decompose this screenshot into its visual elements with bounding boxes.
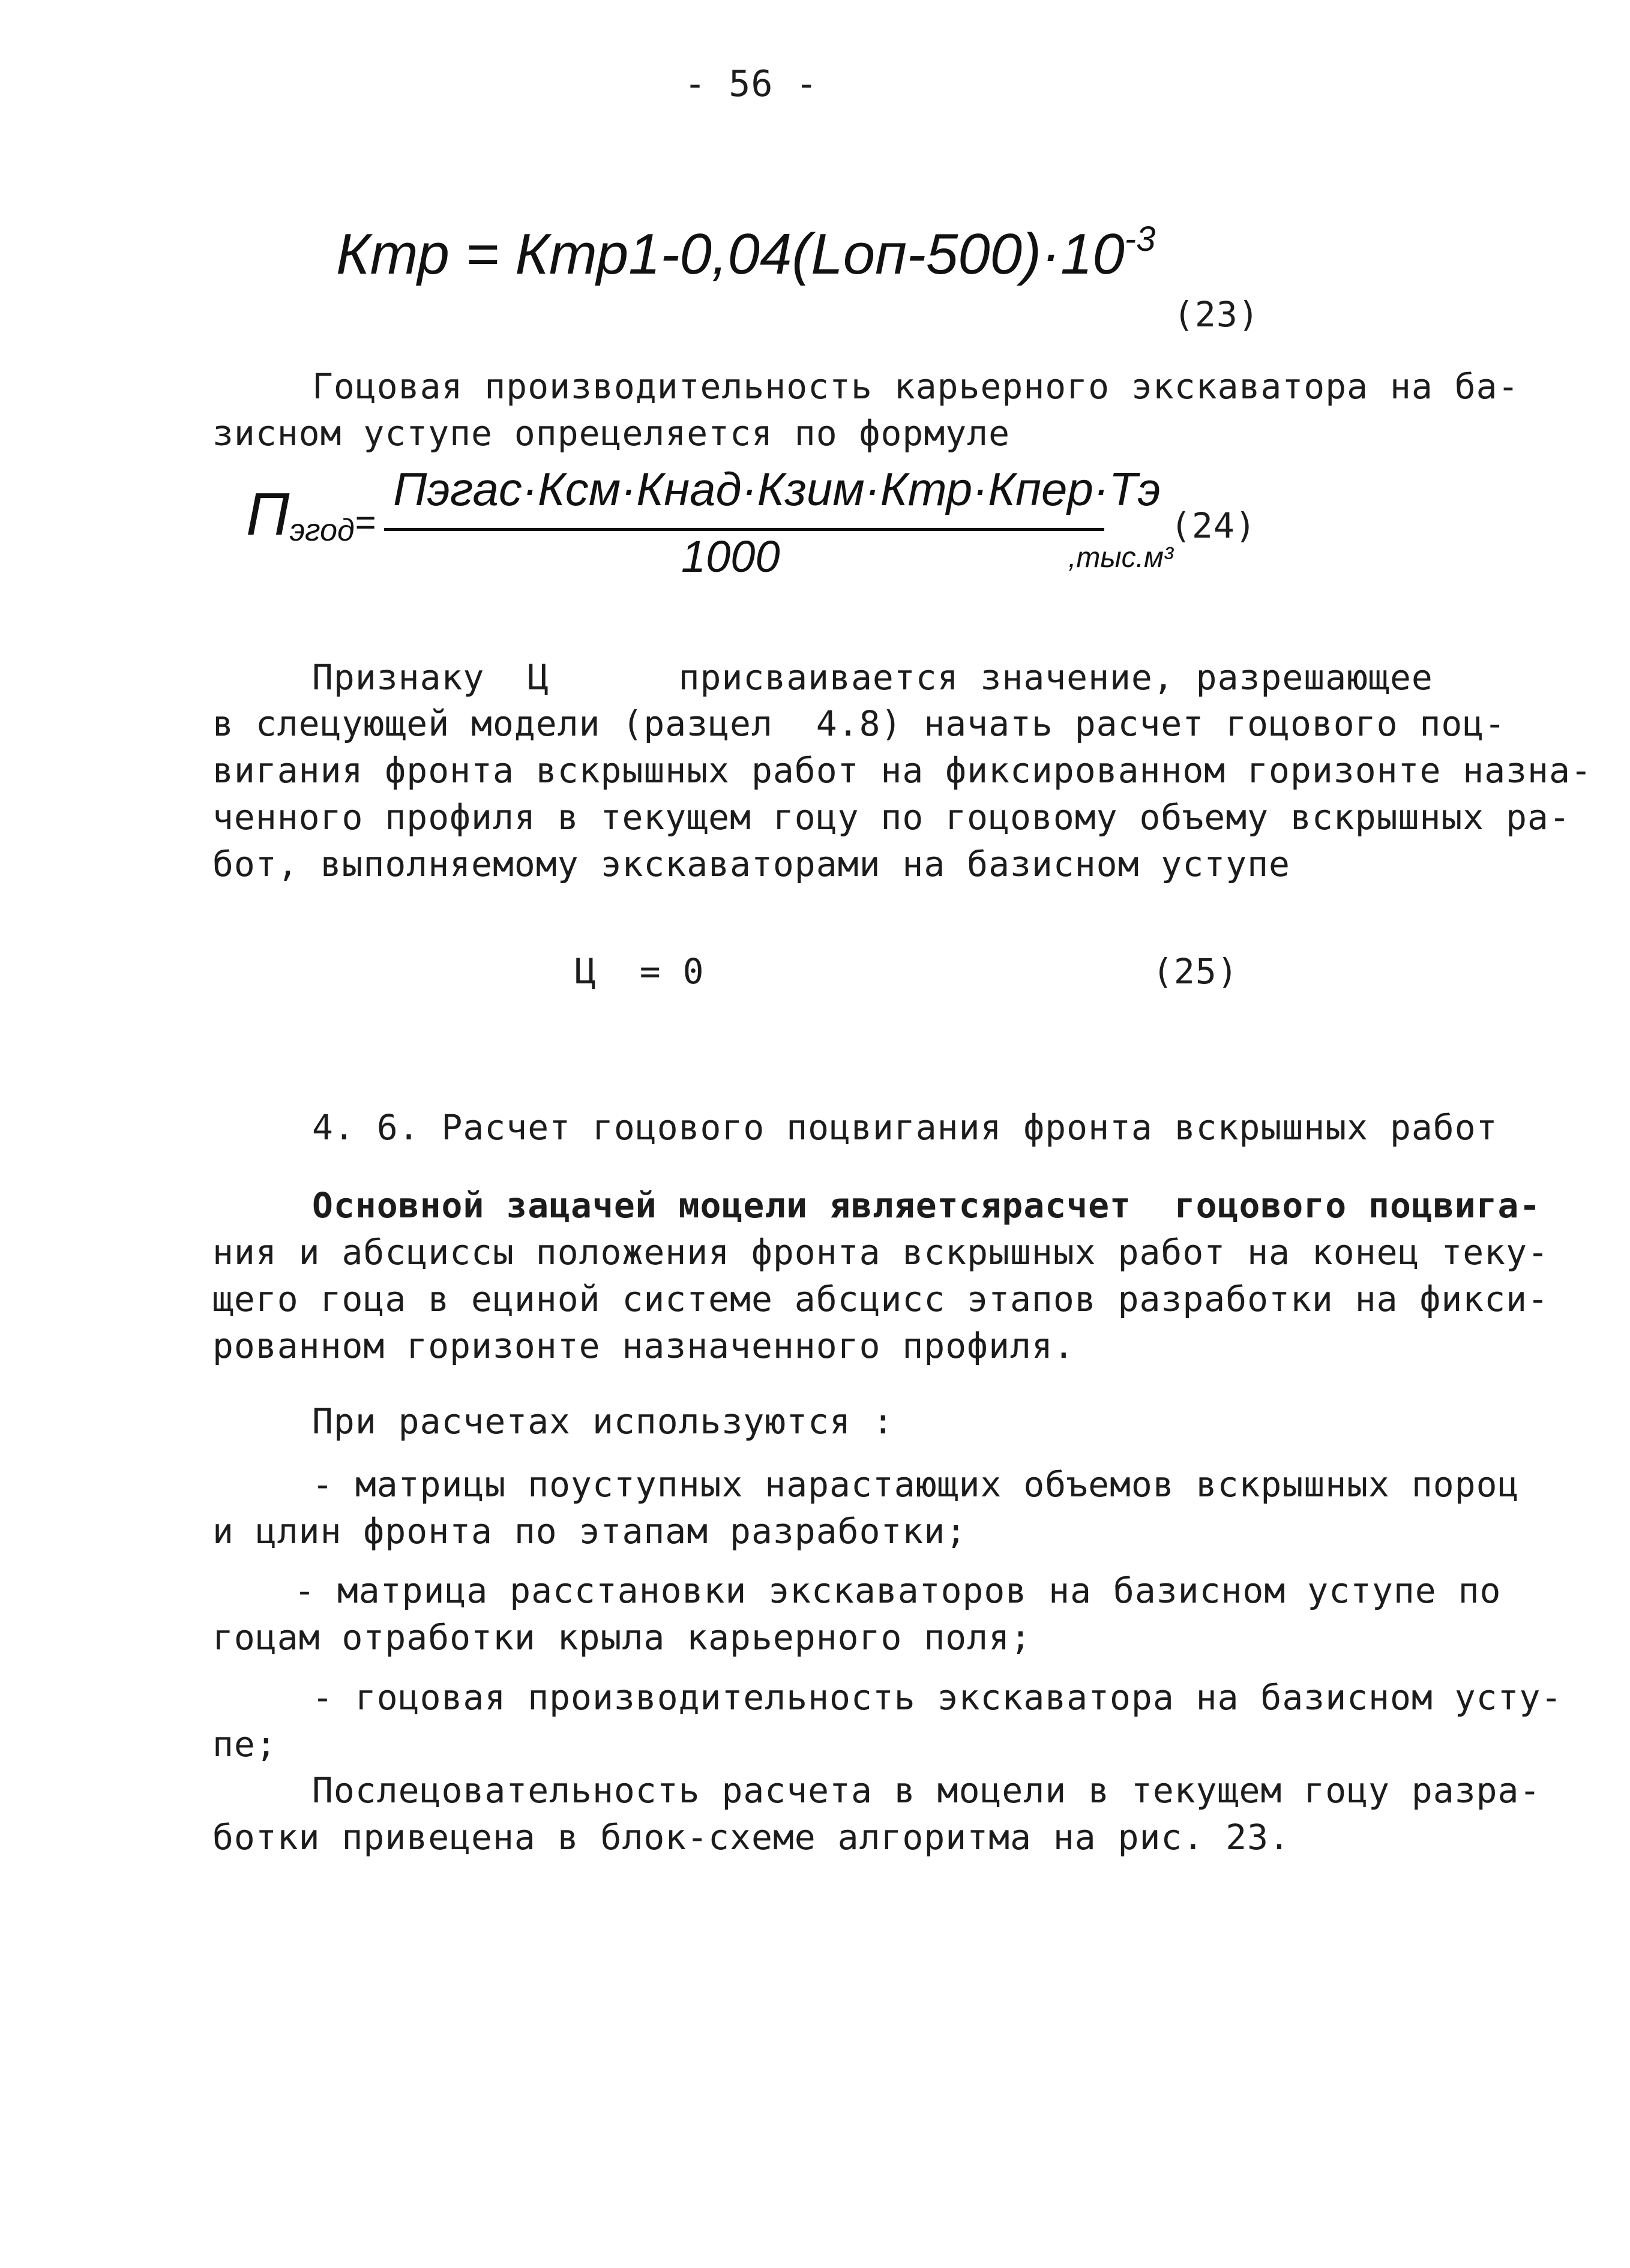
formula-24-equals: =: [354, 502, 376, 542]
para3-line-3: щего гоца в ециной системе абсцисс этапов разработки на фикси-: [212, 1279, 1549, 1319]
formula-24-number: (24): [1170, 505, 1257, 546]
para3-line-4: рованном горизонте назначенного профиля.: [212, 1325, 1075, 1366]
list-item-2-line-2: гоцам отработки крыла карьерного поля;: [212, 1617, 1032, 1658]
formula-24-lhs-subscript: эгод: [289, 513, 355, 548]
para4: При расчетах используются :: [312, 1401, 894, 1442]
list-item-1-line-1: - матрицы поуступных нарастающих объемов вскрышных пороц: [312, 1464, 1520, 1505]
formula-24-numerator: Пэгас·Ксм·Кнад·Кзим·Ктр·Кпер·Тэ: [393, 463, 1161, 515]
formula-23-expression: Ктр = Ктр1-0,04(Lоп-500)·10: [336, 222, 1125, 286]
page-number: - 56 -: [684, 63, 818, 105]
section-heading: 4. 6. Расчет гоцового поцвигания фронта вскрышных работ: [312, 1107, 1498, 1148]
para2-line-1: Признаку Ц присваивается значение, разрешающее: [312, 657, 1433, 698]
formula-25: Ц = 0: [575, 951, 705, 992]
para2-line-5: бот, выполняемому экскаваторами на базисном уступе: [212, 844, 1290, 884]
list-item-3-line-1: - гоцовая производительность экскаватора на базисном усту-: [312, 1677, 1563, 1718]
para1-line-1: Гоцовая производительность карьерного экскаватора на ба-: [312, 366, 1520, 407]
formula-24-denominator: 1000: [681, 532, 780, 581]
formula-23-exponent: -3: [1124, 220, 1156, 259]
para3-line-1: Основной зацачей моцели являетсярасчет гоцового поцвига-: [312, 1185, 1541, 1226]
formula-23: [336, 219, 1155, 287]
para2-line-2: в слецующей модели (разцел 4.8) начать расчет гоцового поц-: [212, 703, 1506, 744]
list-item-3-line-2: пе;: [212, 1724, 277, 1765]
para5-line-1: Послецовательность расчета в моцели в текущем гоцу разра-: [312, 1770, 1541, 1811]
list-item-1-line-2: и цлин фронта по этапам разработки;: [212, 1511, 967, 1552]
para5-line-2: ботки привецена в блок-схеме алгоритма на рис. 23.: [212, 1817, 1290, 1858]
formula-24-lhs: [246, 480, 376, 549]
para3-line-2: ния и абсциссы положения фронта вскрышных работ на конец теку-: [212, 1232, 1549, 1273]
para1-line-2: зисном уступе опрецеляется по формуле: [212, 413, 1011, 454]
formula-24-lhs-symbol: П: [246, 481, 290, 548]
formula-25-number: (25): [1152, 951, 1239, 992]
para2-line-3: вигания фронта вскрышных работ на фиксированном горизонте назна-: [212, 750, 1592, 791]
para2-line-4: ченного профиля в текущем гоцу по гоцовому объему вскрышных ра-: [212, 797, 1571, 838]
formula-24-units: ,тыс.м³: [1068, 542, 1173, 574]
list-item-2-line-1: - матрица расстановки экскаваторов на базисном уступе по: [294, 1570, 1502, 1611]
formula-23-number: (23): [1173, 294, 1260, 335]
